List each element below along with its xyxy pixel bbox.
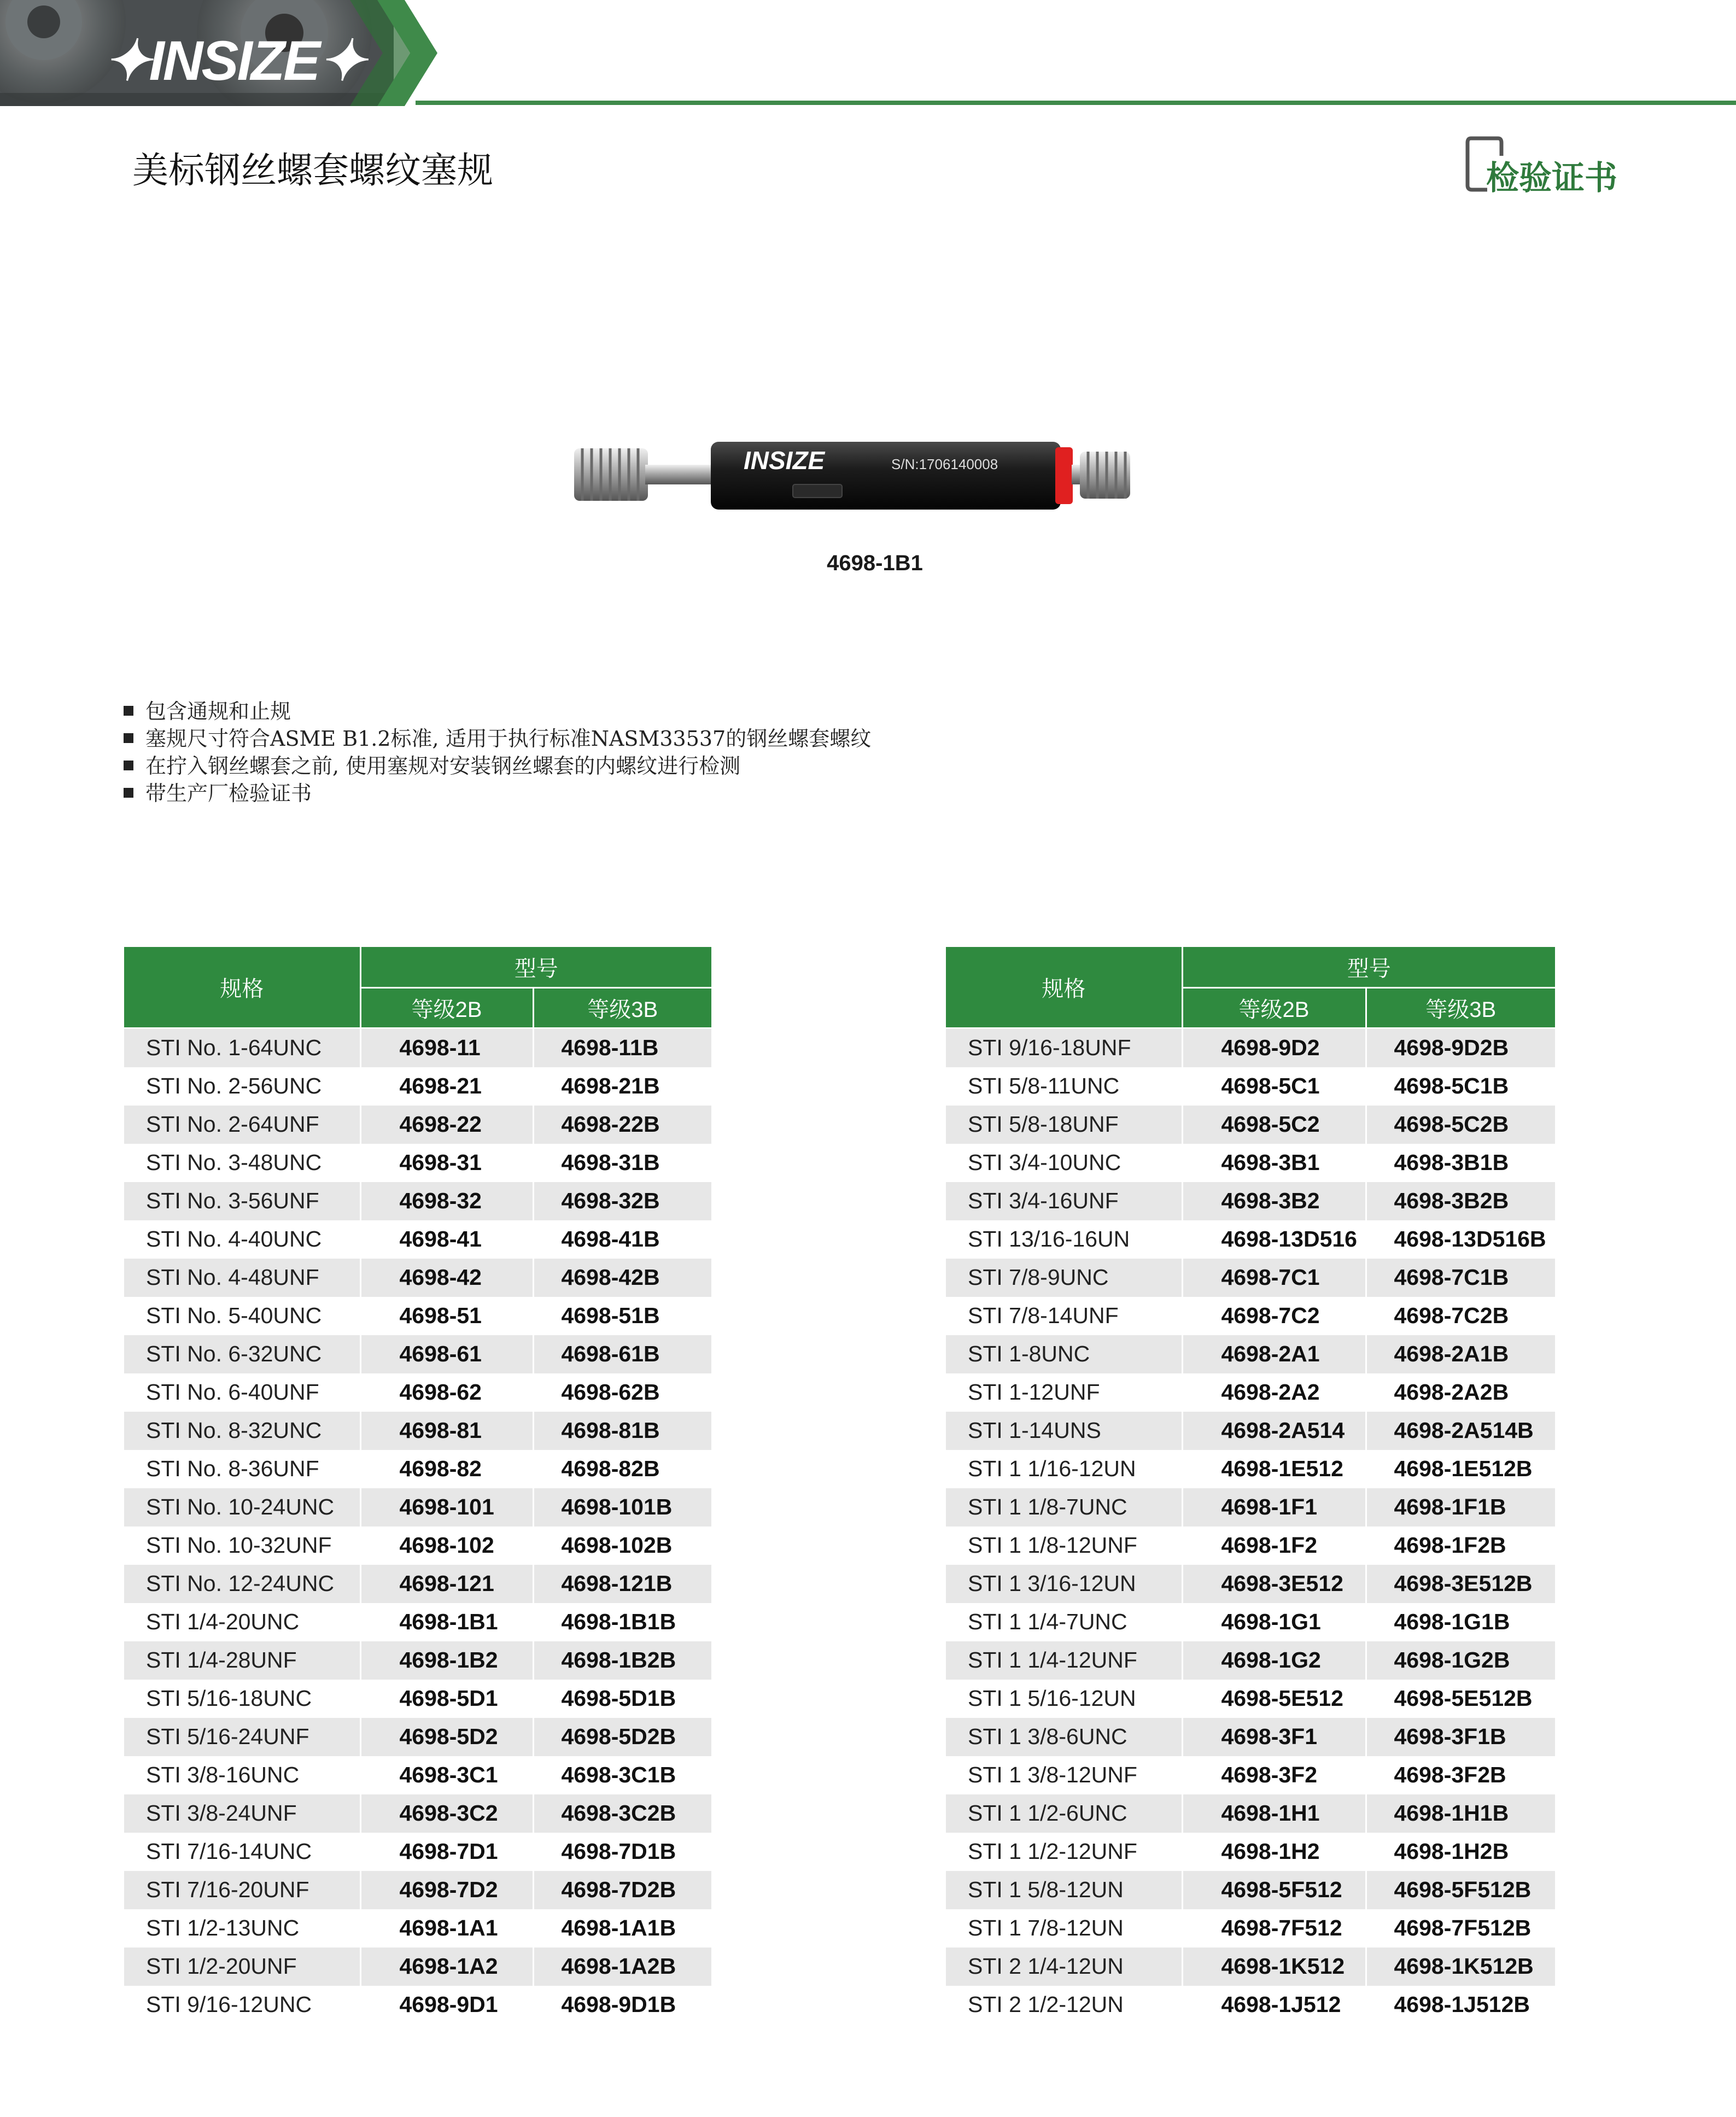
grade-3b-cell: 4698-102B <box>533 1527 711 1565</box>
header-model: 型号 <box>1182 947 1555 987</box>
grade-2b-cell: 4698-9D2 <box>1182 1028 1366 1067</box>
grade-2b-cell: 4698-42 <box>360 1259 533 1297</box>
grade-2b-cell: 4698-9D1 <box>360 1986 533 2024</box>
grade-2b-cell: 4698-62 <box>360 1373 533 1412</box>
grade-2b-cell: 4698-3B1 <box>1182 1144 1366 1182</box>
grade-3b-cell: 4698-11B <box>533 1028 711 1067</box>
grade-3b-cell: 4698-1J512B <box>1366 1986 1555 2024</box>
grade-3b-cell: 4698-1H1B <box>1366 1794 1555 1833</box>
grade-2b-cell: 4698-1H1 <box>1182 1794 1366 1833</box>
spec-cell: STI No. 8-32UNC <box>124 1412 360 1450</box>
grade-2b-cell: 4698-2A1 <box>1182 1335 1366 1373</box>
grade-2b-cell: 4698-1J512 <box>1182 1986 1366 2024</box>
feature-item: 在拧入钢丝螺套之前, 使用塞规对安装钢丝螺套的内螺纹进行检测 <box>121 752 871 780</box>
grade-2b-cell: 4698-41 <box>360 1220 533 1259</box>
grade-3b-cell: 4698-61B <box>533 1335 711 1373</box>
table-row <box>124 1259 711 1297</box>
spec-cell: STI 1 3/16-12UN <box>946 1565 1182 1603</box>
table-row <box>946 1565 1555 1603</box>
grade-3b-cell: 4698-81B <box>533 1412 711 1450</box>
grade-3b-cell: 4698-5C1B <box>1366 1067 1555 1106</box>
grade-3b-cell: 4698-7C2B <box>1366 1297 1555 1335</box>
table-row <box>124 1067 711 1106</box>
grade-2b-cell: 4698-121 <box>360 1565 533 1603</box>
grade-3b-cell: 4698-31B <box>533 1144 711 1182</box>
grade-2b-cell: 4698-1G2 <box>1182 1641 1366 1680</box>
grade-3b-cell: 4698-3C2B <box>533 1794 711 1833</box>
table-row <box>124 1297 711 1335</box>
grade-3b-cell: 4698-1B1B <box>533 1603 711 1641</box>
spec-table-left <box>124 947 711 2024</box>
table-row <box>946 1373 1555 1412</box>
grade-3b-cell: 4698-1B2B <box>533 1641 711 1680</box>
table-row <box>946 1488 1555 1527</box>
grade-3b-cell: 4698-9D1B <box>533 1986 711 2024</box>
table-row <box>124 1909 711 1948</box>
table-body <box>946 1028 1555 2024</box>
table-row <box>124 1756 711 1794</box>
grade-3b-cell: 4698-1H2B <box>1366 1833 1555 1871</box>
spec-cell: STI 3/4-16UNF <box>946 1182 1182 1220</box>
spec-cell: STI No. 10-24UNC <box>124 1488 360 1527</box>
table-body <box>124 1028 711 2024</box>
spec-cell: STI 9/16-12UNC <box>124 1986 360 2024</box>
grade-3b-cell: 4698-1G2B <box>1366 1641 1555 1680</box>
grade-3b-cell: 4698-1F1B <box>1366 1488 1555 1527</box>
feature-list <box>121 698 871 807</box>
table-row <box>124 1948 711 1986</box>
spec-cell: STI 1 1/16-12UN <box>946 1450 1182 1488</box>
page-title: 美标钢丝螺套螺纹塞规 <box>132 149 493 191</box>
grade-3b-cell: 4698-9D2B <box>1366 1028 1555 1067</box>
spec-cell: STI No. 2-64UNF <box>124 1106 360 1144</box>
table-row <box>124 1488 711 1527</box>
feature-item: 塞规尺寸符合ASME B1.2标准, 适用于执行标准NASM33537的钢丝螺套螺纹 <box>121 725 871 752</box>
grade-3b-cell: 4698-5F512B <box>1366 1871 1555 1909</box>
table-row <box>124 1718 711 1756</box>
grade-2b-cell: 4698-13D516 <box>1182 1220 1366 1259</box>
table-row <box>124 1373 711 1412</box>
spec-cell: STI No. 3-56UNF <box>124 1182 360 1220</box>
grade-3b-cell: 4698-7F512B <box>1366 1909 1555 1948</box>
grade-2b-cell: 4698-22 <box>360 1106 533 1144</box>
header-grade-3b: 等级3B <box>533 987 711 1028</box>
header-spec: 规格 <box>946 947 1182 1028</box>
grade-2b-cell: 4698-3C2 <box>360 1794 533 1833</box>
table-row <box>124 1412 711 1450</box>
spec-cell: STI No. 6-40UNF <box>124 1373 360 1412</box>
spec-cell: STI 13/16-16UN <box>946 1220 1182 1259</box>
table-row <box>124 1335 711 1373</box>
spec-cell: STI 1-12UNF <box>946 1373 1182 1412</box>
grade-2b-cell: 4698-3C1 <box>360 1756 533 1794</box>
spec-cell: STI 1-8UNC <box>946 1335 1182 1373</box>
table-row <box>946 1986 1555 2024</box>
grade-3b-cell: 4698-3B1B <box>1366 1144 1555 1182</box>
grade-2b-cell: 4698-31 <box>360 1144 533 1182</box>
spec-cell: STI 1/4-20UNC <box>124 1603 360 1641</box>
spec-cell: STI No. 4-40UNC <box>124 1220 360 1259</box>
table-row <box>946 1144 1555 1182</box>
grade-3b-cell: 4698-7C1B <box>1366 1259 1555 1297</box>
grade-3b-cell: 4698-1A2B <box>533 1948 711 1986</box>
table-row <box>124 1794 711 1833</box>
table-row <box>946 1412 1555 1450</box>
table-row <box>946 1527 1555 1565</box>
spec-cell: STI 1 1/2-6UNC <box>946 1794 1182 1833</box>
grade-2b-cell: 4698-21 <box>360 1067 533 1106</box>
table-row <box>124 1833 711 1871</box>
grade-3b-cell: 4698-7D2B <box>533 1871 711 1909</box>
spec-cell: STI 1 1/8-7UNC <box>946 1488 1182 1527</box>
spec-cell: STI 1 1/4-7UNC <box>946 1603 1182 1641</box>
grade-3b-cell: 4698-41B <box>533 1220 711 1259</box>
grade-3b-cell: 4698-3C1B <box>533 1756 711 1794</box>
grade-2b-cell: 4698-2A514 <box>1182 1412 1366 1450</box>
spec-cell: STI No. 1-64UNC <box>124 1028 360 1067</box>
grade-2b-cell: 4698-32 <box>360 1182 533 1220</box>
product-caption: 4698-1B1 <box>827 551 923 575</box>
spec-cell: STI No. 8-36UNF <box>124 1450 360 1488</box>
grade-3b-cell: 4698-1G1B <box>1366 1603 1555 1641</box>
svg-text:INSIZE: INSIZE <box>744 446 825 475</box>
table-row <box>946 1641 1555 1680</box>
grade-3b-cell: 4698-3E512B <box>1366 1565 1555 1603</box>
grade-2b-cell: 4698-3F1 <box>1182 1718 1366 1756</box>
table-row <box>946 1259 1555 1297</box>
grade-2b-cell: 4698-2A2 <box>1182 1373 1366 1412</box>
header-spec: 规格 <box>124 947 360 1028</box>
svg-text:S/N:1706140008: S/N:1706140008 <box>891 456 998 472</box>
spec-cell: STI No. 5-40UNC <box>124 1297 360 1335</box>
spec-cell: STI 1/2-13UNC <box>124 1909 360 1948</box>
grade-2b-cell: 4698-61 <box>360 1335 533 1373</box>
spec-cell: STI No. 4-48UNF <box>124 1259 360 1297</box>
grade-3b-cell: 4698-13D516B <box>1366 1220 1555 1259</box>
spec-cell: STI 1 5/8-12UN <box>946 1871 1182 1909</box>
table-row <box>946 1067 1555 1106</box>
table-row <box>946 1718 1555 1756</box>
spec-cell: STI 2 1/2-12UN <box>946 1986 1182 2024</box>
table-row <box>946 1871 1555 1909</box>
grade-2b-cell: 4698-3F2 <box>1182 1756 1366 1794</box>
table-row <box>946 1833 1555 1871</box>
grade-3b-cell: 4698-5D2B <box>533 1718 711 1756</box>
table-row <box>946 1182 1555 1220</box>
grade-2b-cell: 4698-51 <box>360 1297 533 1335</box>
grade-2b-cell: 4698-1E512 <box>1182 1450 1366 1488</box>
grade-2b-cell: 4698-11 <box>360 1028 533 1067</box>
grade-3b-cell: 4698-21B <box>533 1067 711 1106</box>
spec-cell: STI 5/8-18UNF <box>946 1106 1182 1144</box>
grade-2b-cell: 4698-101 <box>360 1488 533 1527</box>
grade-3b-cell: 4698-5C2B <box>1366 1106 1555 1144</box>
table-row <box>124 1106 711 1144</box>
grade-2b-cell: 4698-3B2 <box>1182 1182 1366 1220</box>
grade-2b-cell: 4698-1A1 <box>360 1909 533 1948</box>
grade-2b-cell: 4698-1H2 <box>1182 1833 1366 1871</box>
spec-cell: STI No. 12-24UNC <box>124 1565 360 1603</box>
spec-cell: STI 1 3/8-6UNC <box>946 1718 1182 1756</box>
table-row <box>124 1028 711 1067</box>
grade-2b-cell: 4698-1K512 <box>1182 1948 1366 1986</box>
grade-2b-cell: 4698-1G1 <box>1182 1603 1366 1641</box>
table-row <box>946 1680 1555 1718</box>
spec-cell: STI No. 3-48UNC <box>124 1144 360 1182</box>
header-grade-3b: 等级3B <box>1366 987 1555 1028</box>
grade-3b-cell: 4698-2A514B <box>1366 1412 1555 1450</box>
grade-3b-cell: 4698-2A1B <box>1366 1335 1555 1373</box>
spec-cell: STI 1 7/8-12UN <box>946 1909 1182 1948</box>
grade-2b-cell: 4698-7F512 <box>1182 1909 1366 1948</box>
grade-3b-cell: 4698-1F2B <box>1366 1527 1555 1565</box>
logo-arrow-left-icon: ✦ <box>104 30 149 92</box>
table-row <box>946 1335 1555 1373</box>
grade-2b-cell: 4698-5F512 <box>1182 1871 1366 1909</box>
grade-3b-cell: 4698-3F2B <box>1366 1756 1555 1794</box>
spec-cell: STI 7/16-14UNC <box>124 1833 360 1871</box>
grade-2b-cell: 4698-7C2 <box>1182 1297 1366 1335</box>
spec-cell: STI 2 1/4-12UN <box>946 1948 1182 1986</box>
grade-3b-cell: 4698-121B <box>533 1565 711 1603</box>
table-row <box>946 1297 1555 1335</box>
table-row <box>124 1680 711 1718</box>
grade-2b-cell: 4698-5C2 <box>1182 1106 1366 1144</box>
grade-2b-cell: 4698-1A2 <box>360 1948 533 1986</box>
table-row <box>124 1144 711 1182</box>
header-model: 型号 <box>360 947 711 987</box>
spec-cell: STI 7/8-9UNC <box>946 1259 1182 1297</box>
spec-cell: STI 1/4-28UNF <box>124 1641 360 1680</box>
grade-3b-cell: 4698-82B <box>533 1450 711 1488</box>
grade-3b-cell: 4698-22B <box>533 1106 711 1144</box>
header-grade-2b: 等级2B <box>360 987 533 1028</box>
grade-2b-cell: 4698-5D1 <box>360 1680 533 1718</box>
spec-cell: STI 1 1/8-12UNF <box>946 1527 1182 1565</box>
feature-item: 带生产厂检验证书 <box>121 780 871 807</box>
grade-3b-cell: 4698-51B <box>533 1297 711 1335</box>
table-row <box>124 1641 711 1680</box>
spec-cell: STI 1-14UNS <box>946 1412 1182 1450</box>
spec-cell: STI 3/8-16UNC <box>124 1756 360 1794</box>
feature-item: 包含通规和止规 <box>121 698 871 725</box>
table-row <box>124 1220 711 1259</box>
spec-cell: STI 7/8-14UNF <box>946 1297 1182 1335</box>
spec-cell: STI 1 3/8-12UNF <box>946 1756 1182 1794</box>
table-row <box>946 1756 1555 1794</box>
grade-3b-cell: 4698-1A1B <box>533 1909 711 1948</box>
grade-3b-cell: 4698-3B2B <box>1366 1182 1555 1220</box>
grade-3b-cell: 4698-62B <box>533 1373 711 1412</box>
table-row <box>946 1028 1555 1067</box>
header-grade-2b: 等级2B <box>1182 987 1366 1028</box>
grade-2b-cell: 4698-7D1 <box>360 1833 533 1871</box>
spec-cell: STI 7/16-20UNF <box>124 1871 360 1909</box>
table-row <box>946 1909 1555 1948</box>
spec-cell: STI 1 5/16-12UN <box>946 1680 1182 1718</box>
thread-plug-gauge-image <box>563 425 1143 524</box>
spec-cell: STI No. 6-32UNC <box>124 1335 360 1373</box>
spec-cell: STI No. 2-56UNC <box>124 1067 360 1106</box>
header-divider <box>416 101 1736 105</box>
grade-3b-cell: 4698-1K512B <box>1366 1948 1555 1986</box>
table-row <box>946 1220 1555 1259</box>
grade-2b-cell: 4698-1F2 <box>1182 1527 1366 1565</box>
grade-2b-cell: 4698-82 <box>360 1450 533 1488</box>
table-row <box>124 1871 711 1909</box>
table-row <box>946 1794 1555 1833</box>
grade-2b-cell: 4698-81 <box>360 1412 533 1450</box>
grade-3b-cell: 4698-3F1B <box>1366 1718 1555 1756</box>
table-row <box>124 1182 711 1220</box>
grade-3b-cell: 4698-32B <box>533 1182 711 1220</box>
grade-3b-cell: 4698-5E512B <box>1366 1680 1555 1718</box>
table-row <box>946 1948 1555 1986</box>
grade-2b-cell: 4698-1F1 <box>1182 1488 1366 1527</box>
grade-2b-cell: 4698-7C1 <box>1182 1259 1366 1297</box>
grade-3b-cell: 4698-1E512B <box>1366 1450 1555 1488</box>
grade-2b-cell: 4698-7D2 <box>360 1871 533 1909</box>
grade-3b-cell: 4698-42B <box>533 1259 711 1297</box>
spec-cell: STI 1 1/2-12UNF <box>946 1833 1182 1871</box>
table-row <box>124 1986 711 2024</box>
grade-3b-cell: 4698-7D1B <box>533 1833 711 1871</box>
table-row <box>946 1603 1555 1641</box>
table-row <box>124 1565 711 1603</box>
table-row <box>946 1450 1555 1488</box>
spec-cell: STI 9/16-18UNF <box>946 1028 1182 1067</box>
grade-3b-cell: 4698-101B <box>533 1488 711 1527</box>
spec-table-right <box>946 947 1555 2024</box>
spec-cell: STI No. 10-32UNF <box>124 1527 360 1565</box>
spec-cell: STI 5/16-18UNC <box>124 1680 360 1718</box>
spec-cell: STI 5/16-24UNF <box>124 1718 360 1756</box>
brand-logo: ✦INSIZE✦ <box>104 30 364 92</box>
grade-3b-cell: 4698-2A2B <box>1366 1373 1555 1412</box>
grade-2b-cell: 4698-5D2 <box>360 1718 533 1756</box>
grade-2b-cell: 4698-5C1 <box>1182 1067 1366 1106</box>
table-row <box>124 1527 711 1565</box>
table-row <box>946 1106 1555 1144</box>
spec-cell: STI 1 1/4-12UNF <box>946 1641 1182 1680</box>
spec-cell: STI 3/4-10UNC <box>946 1144 1182 1182</box>
table-row <box>124 1450 711 1488</box>
spec-cell: STI 1/2-20UNF <box>124 1948 360 1986</box>
certificate-label: 检验证书 <box>1486 159 1617 197</box>
spec-cell: STI 3/8-24UNF <box>124 1794 360 1833</box>
grade-2b-cell: 4698-5E512 <box>1182 1680 1366 1718</box>
grade-3b-cell: 4698-5D1B <box>533 1680 711 1718</box>
spec-cell: STI 5/8-11UNC <box>946 1067 1182 1106</box>
grade-2b-cell: 4698-102 <box>360 1527 533 1565</box>
table-row <box>124 1603 711 1641</box>
grade-2b-cell: 4698-1B1 <box>360 1603 533 1641</box>
grade-2b-cell: 4698-3E512 <box>1182 1565 1366 1603</box>
logo-arrow-right-icon: ✦ <box>319 30 364 92</box>
grade-2b-cell: 4698-1B2 <box>360 1641 533 1680</box>
